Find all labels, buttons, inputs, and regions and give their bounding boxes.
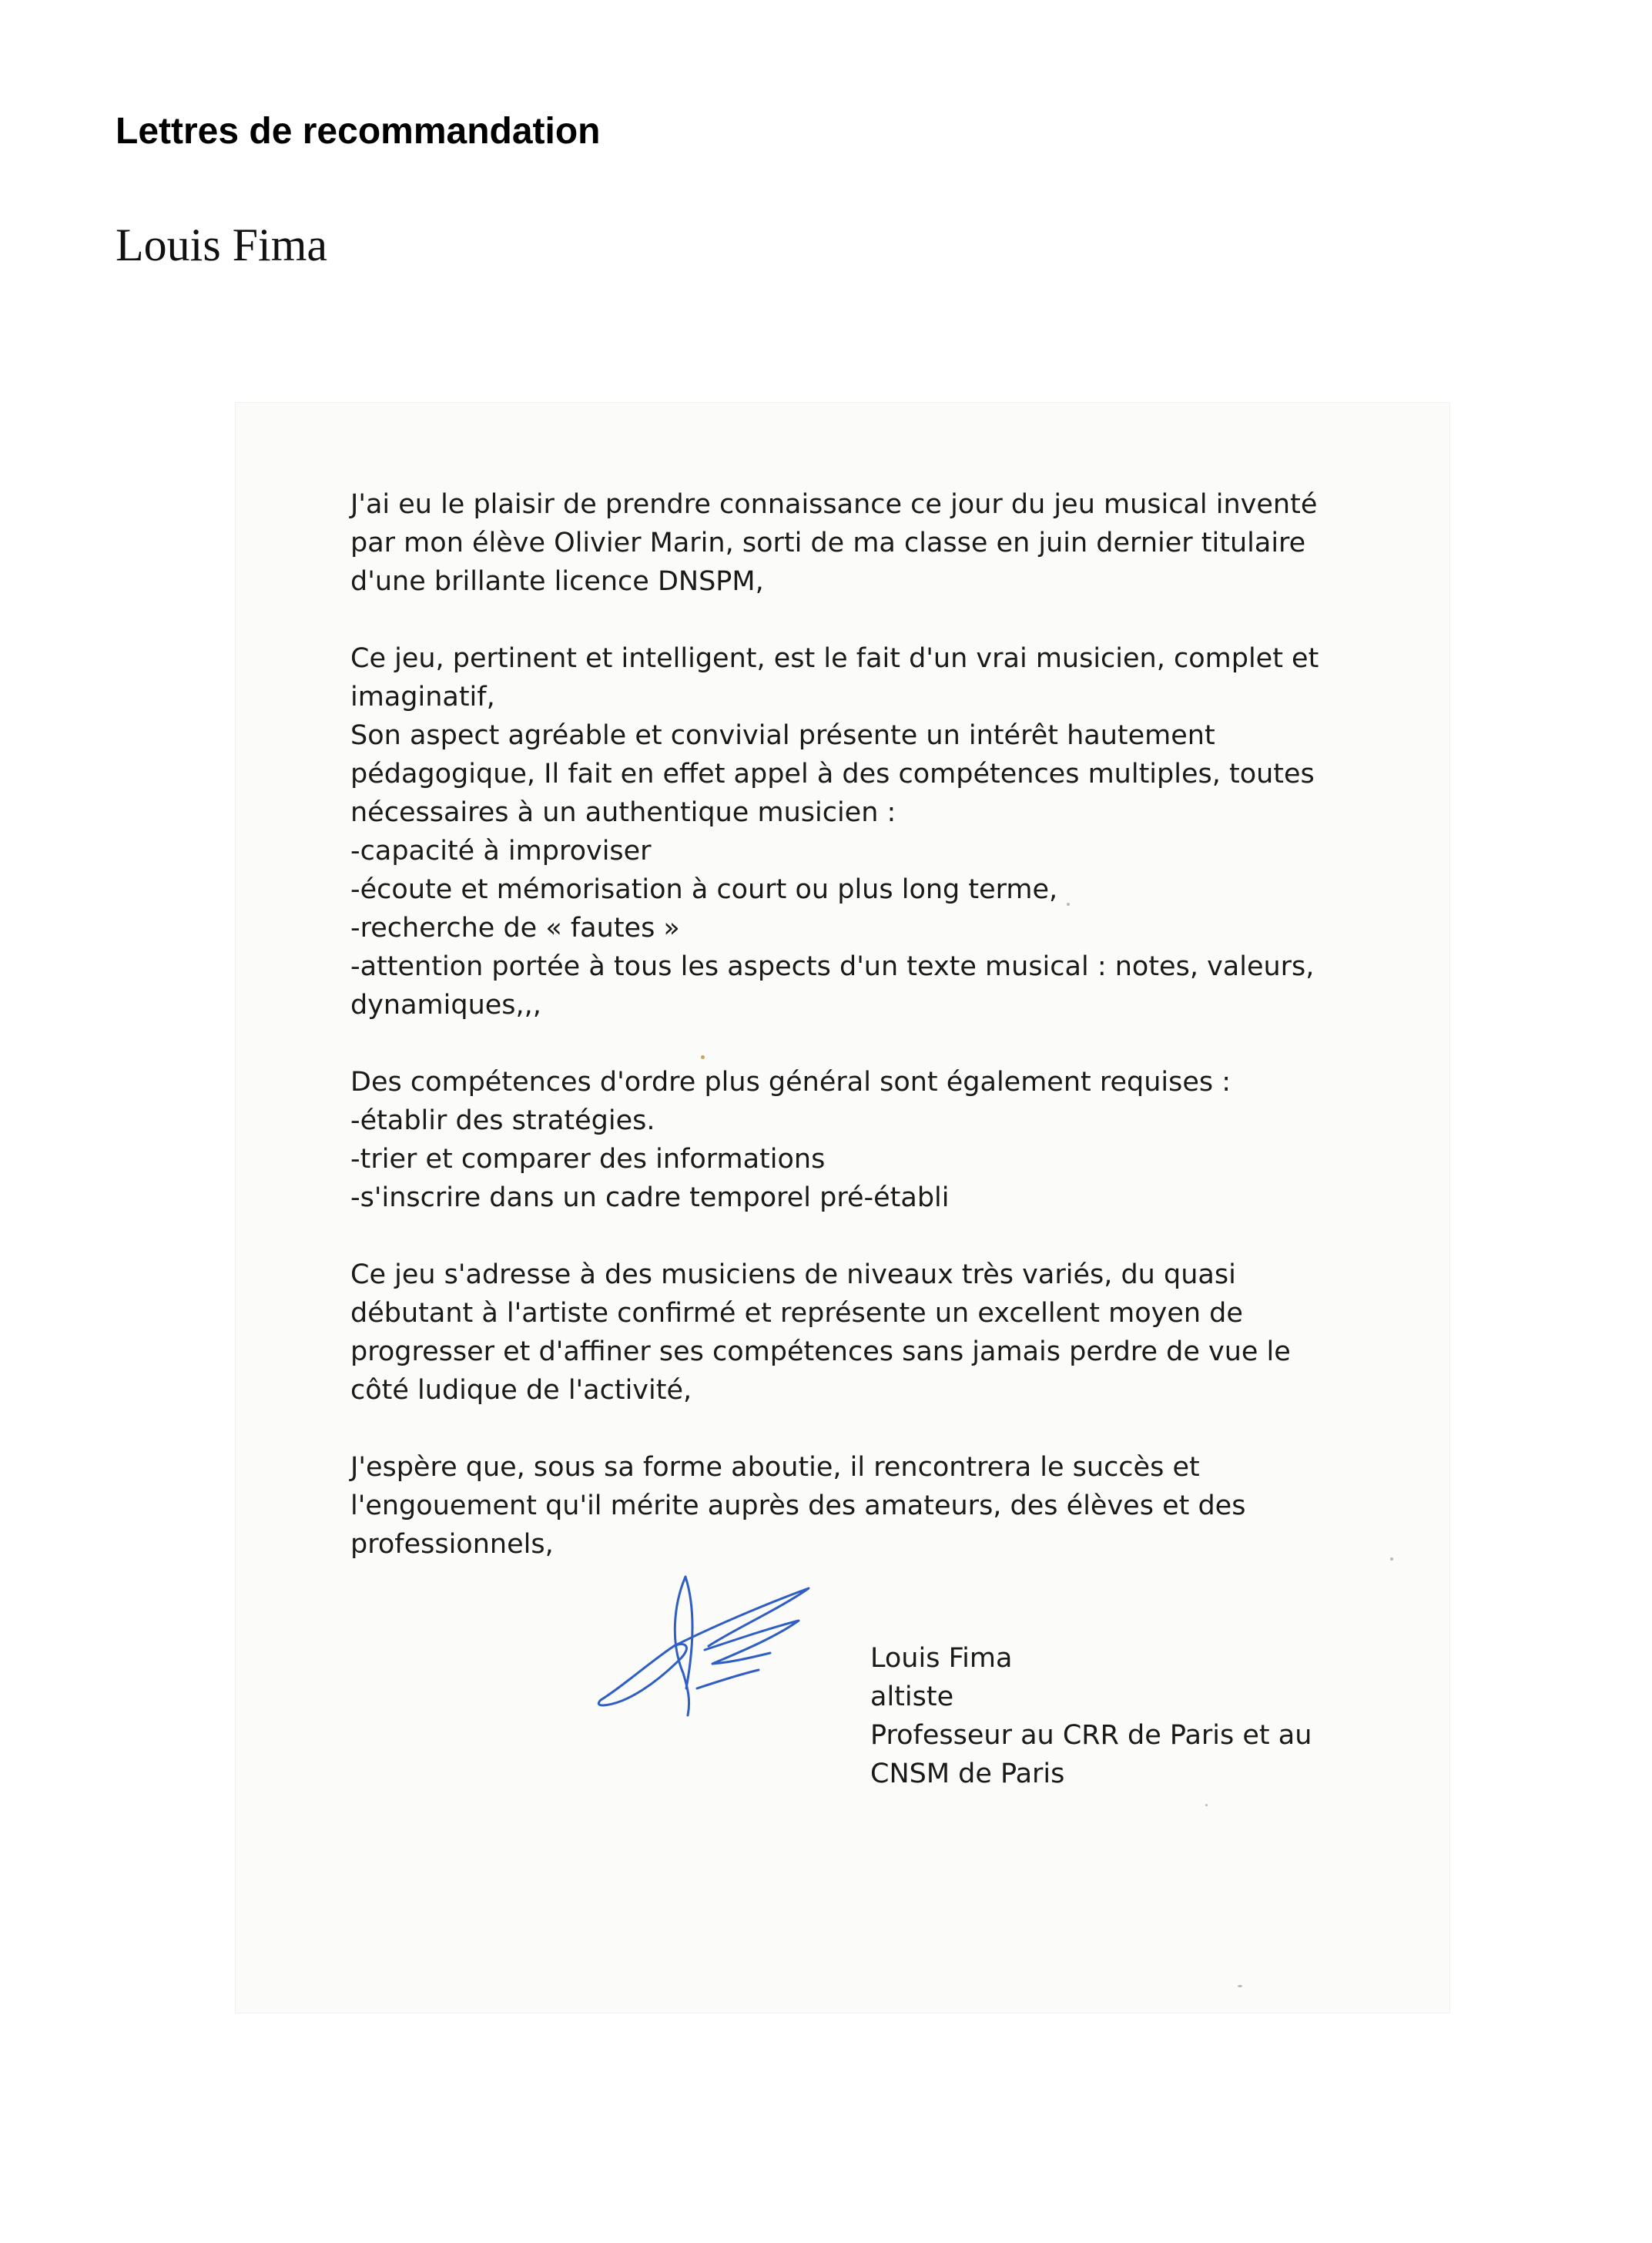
- handwritten-signature: [597, 1573, 820, 1727]
- scan-speck: [1205, 1804, 1208, 1806]
- letter-line: professionnels,: [350, 1529, 554, 1560]
- signature-stroke: [697, 1670, 759, 1688]
- letter-line: -attention portée à tous les aspects d'un texte musical : notes, valeurs,: [350, 951, 1315, 982]
- letter-line: -établir des stratégies.: [350, 1105, 655, 1136]
- signature-stroke: [598, 1644, 686, 1705]
- letter-line: -recherche de « fautes »: [350, 913, 680, 944]
- signoff-title: CNSM de Paris: [870, 1759, 1065, 1789]
- letter-line: -trier et comparer des informations: [350, 1144, 826, 1175]
- letter-line: Son aspect agréable et convivial présente un intérêt hautement: [350, 720, 1215, 751]
- letter-line: -capacité à improviser: [350, 836, 652, 867]
- letter-line: -écoute et mémorisation à court ou plus long terme,: [350, 874, 1058, 905]
- letter-line: l'engouement qu'il mérite auprès des amateurs, des élèves et des: [350, 1490, 1246, 1521]
- letter-line: pédagogique, Il fait en effet appel à des compétences multiples, toutes: [350, 759, 1315, 790]
- signoff-role: altiste: [870, 1681, 954, 1712]
- scan-speck: [701, 1055, 705, 1059]
- letter-line: Ce jeu, pertinent et intelligent, est le fait d'un vrai musicien, complet et: [350, 643, 1319, 674]
- letter-paragraph: [350, 639, 1382, 1024]
- letter-line: imaginatif,: [350, 682, 495, 712]
- letter-line: côté ludique de l'activité,: [350, 1375, 692, 1406]
- letter-line: -s'inscrire dans un cadre temporel pré-établi: [350, 1182, 950, 1213]
- signoff-name: Louis Fima: [870, 1643, 1013, 1674]
- letter-line: dynamiques,,,: [350, 990, 541, 1021]
- signoff-block: [870, 1639, 1312, 1793]
- letter-line: progresser et d'affiner ses compétences sans jamais perdre de vue le: [350, 1336, 1291, 1367]
- signature-stroke: [685, 1577, 692, 1688]
- letter-paragraph: [350, 485, 1382, 601]
- letter-line: J'espère que, sous sa forme aboutie, il rencontrera le succès et: [350, 1452, 1200, 1483]
- letter-line: débutant à l'artiste confirmé et représente un excellent moyen de: [350, 1298, 1243, 1329]
- scan-speck: [1238, 1985, 1242, 1987]
- page-heading: Lettres de recommandation: [116, 111, 601, 152]
- letter-paragraph: [350, 1448, 1382, 1564]
- letter-line: Des compétences d'ordre plus général sont également requises :: [350, 1067, 1231, 1098]
- letter-line: J'ai eu le plaisir de prendre connaissance ce jour du jeu musical inventé: [350, 489, 1318, 520]
- scan-speck: [1390, 1557, 1393, 1561]
- letter-paragraph: [350, 1256, 1382, 1410]
- scan-speck: [1067, 903, 1070, 906]
- letter-paragraph: [350, 1063, 1382, 1217]
- scanned-letter: [235, 402, 1450, 2013]
- letter-line: nécessaires à un authentique musicien :: [350, 797, 896, 828]
- signoff-title: Professeur au CRR de Paris et au: [870, 1720, 1312, 1751]
- letter-line: Ce jeu s'adresse à des musiciens de niveaux très variés, du quasi: [350, 1259, 1236, 1290]
- letter-body: [350, 485, 1382, 1602]
- signature-stroke: [705, 1621, 799, 1664]
- letter-line: d'une brillante licence DNSPM,: [350, 566, 764, 597]
- author-name: Louis Fima: [116, 220, 328, 270]
- letter-line: par mon élève Olivier Marin, sorti de ma classe en juin dernier titulaire: [350, 528, 1306, 558]
